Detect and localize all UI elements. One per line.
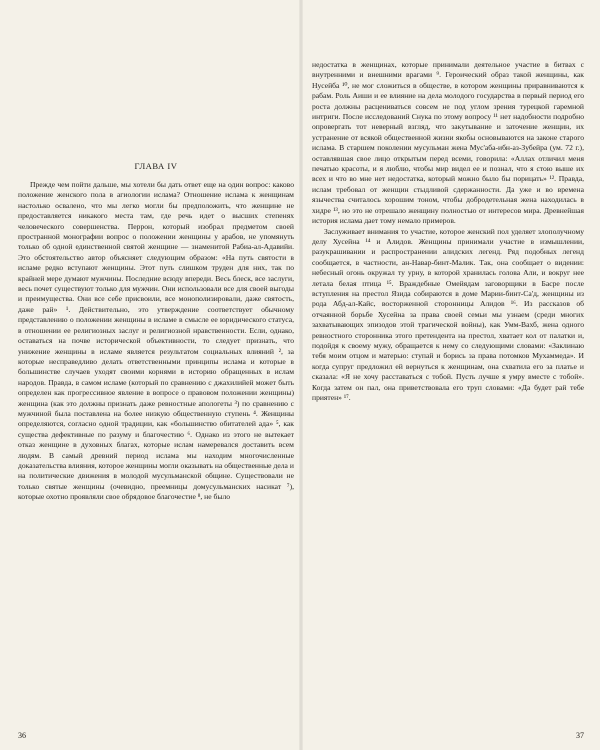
paragraph: Заслуживает внимания то участие, которое женский пол уделяет злополучному делу Хусейна ¹⁴ и Алидов. Женщины принимали участие в измышлении, разукрашивании и распространении алидских легенд. Ряд подобных легенд сообщается, в частности, ан-Навар-бинт-Малик. Так, она сообщает о видении: небесный огонь окружал ту урну, в которой хранилась голова Али, и вокруг нее летала белая птица ¹⁵. Враждебные Омейядам заговорщики в Басре после вступления на престол Язида собираются в доме Марии-бинт-Са'д, женщины из рода Абд-ал-Кайс, восторженной сторонницы Алидов ¹⁶. Из рассказов об отчаянной борьбе Хусейна за права своей семьи мы узнаем (среди многих захватывающих эпизодов этой трагической войны), как Умм-Вахб, жена одного ревностного сторонника этого претендента на престол, хватает кол от палатки и, подойдя к своему мужу, обращается к нему со следующими словами: «Заклинаю тебя моим отцом и матерью: ступай и борись за права потомков Мухаммеда». И когда супруг предложил ей вернуться к женщинам, она схватила его за платье и сказала: «Я не хочу расставаться с тобой. Пусть лучше я умру вместе с тобой». Когда затем он пал, она приветствовала его труп словами: «Да будет рай тебе приятен» ¹⁷.: [312, 226, 584, 402]
right-page-content: [312, 60, 584, 403]
chapter-title: ГЛАВА IV: [134, 161, 178, 171]
paragraph-continued: недостатка в женщинах, которые принимали деятельное участие в битвах с внутренними и внешними врагами ⁹. Героический образ такой женщины, как Нусейба ¹⁰, не мог сложиться в обществе, в котором женщины приравниваются к рабам. Роль Аиши и ее влияние на дела молодого государства в первый период его роста должны расцениваться совсем не под углом зрения турецкой гаремной интриги. После исследований Снука по этому вопросу ¹¹ нет надобности подробно опровергать тот неверный взгляд, что закутывание и заточение женщин, их устранение от всякой общественной жизни якобы основываются на законе старого ислама. В старшем поколении мусульман жена Мус'аба-ибн-аз-Зубейра (ум. 72 г.), оставлявшая свое лицо открытым перед всеми, говорила: «Аллах отличил меня печатью красоты, и я люблю, чтобы мир видел ее и познал, что я стою выше их всех и что во мне нет недостатка, который можно было бы порицать» ¹². Правда, ислам требовал от женщин стыдливой сдержанности. Да уже и во времена язычества считалось хорошим тоном, чтобы добродетельная жена находилась в хидре ¹³, но это не отрешало женщину полностью от интересов мира. Древнейшая история ислама дает тому немало примеров.: [312, 60, 584, 226]
page-number-right: 37: [576, 731, 584, 740]
right-page: [302, 0, 600, 750]
paragraph: Прежде чем пойти дальше, мы хотели бы дать ответ еще на один вопрос: каково положение женского пола в агиологии ислама? Отношение ислама к женщинам настолько освалено, что мы легко могли бы предположить, что женщине не предоставляется никакого места там, где речь идет о высших степенях человеческого совершенства. Перрон, который изобрал предметом своей пространной монографии вопрос о положении женщины у арабов, не упомянуть только об одной единственной святой женщине — знаменитой Рабиа-ал-Адавийи. Это обстоятельство автор объясняет следующим образом: «На путь святости в исламе редко вступают женщины. Этот путь слишком труден для них, так по крайней мере думают мужчины. Последние всюду впереди. Весь блеск, все заслуги, весь почет существуют только для мужчин. Они использовали все для своей выгоды и преимущества. Они все себе присвоили, все монополизировали, даже святость, даже рай» ¹. Действительно, это утверждение соответствует обычному представлению о положении женщины в исламе в смысле ее юридического статуса, в отношении ее религиозных заслуг и религиозной нравственности. Если, однако, оставаться на почве исторической объективности, то следует признать, что унижение женщины в исламе является результатом социальных влияний ², за которые несправедливо делать ответственными принципы ислама и которые в большинстве случаев уходят своими корнями в историю обращенных в ислам народов. Правда, в самом исламе (который по сравнению с джахилийей может быть определен как прогрессивное явление в вопросе о правовом положении женщины) женщина (как это должны признать даже ревностные апологеты ³) по сравнению с мужчиной была поставлена на более низкую общественную ступень ⁴. Женщины определяются, согласно одной традиции, как «большинство обитателей ада» ⁵, как существа дефективные по разуму и благочестию ⁶. Однако из этого не вытекает отказ женщине в духовных благах, которые ислам намеревался доставить всем людям. В самый древний период ислама мы находим многочисленные доказательства влияния, которое женщины могли оказывать на общественные дела и на политические движения в молодой мусульманской общине. Существовали не только святые женщины (очевидно, преемницы домусульманских насикат ⁷), которые охотно проявляли свое обрядовое благочестие ⁸, не было: [18, 180, 294, 502]
left-page-content: [18, 161, 294, 503]
page-number-left: 36: [18, 731, 26, 740]
